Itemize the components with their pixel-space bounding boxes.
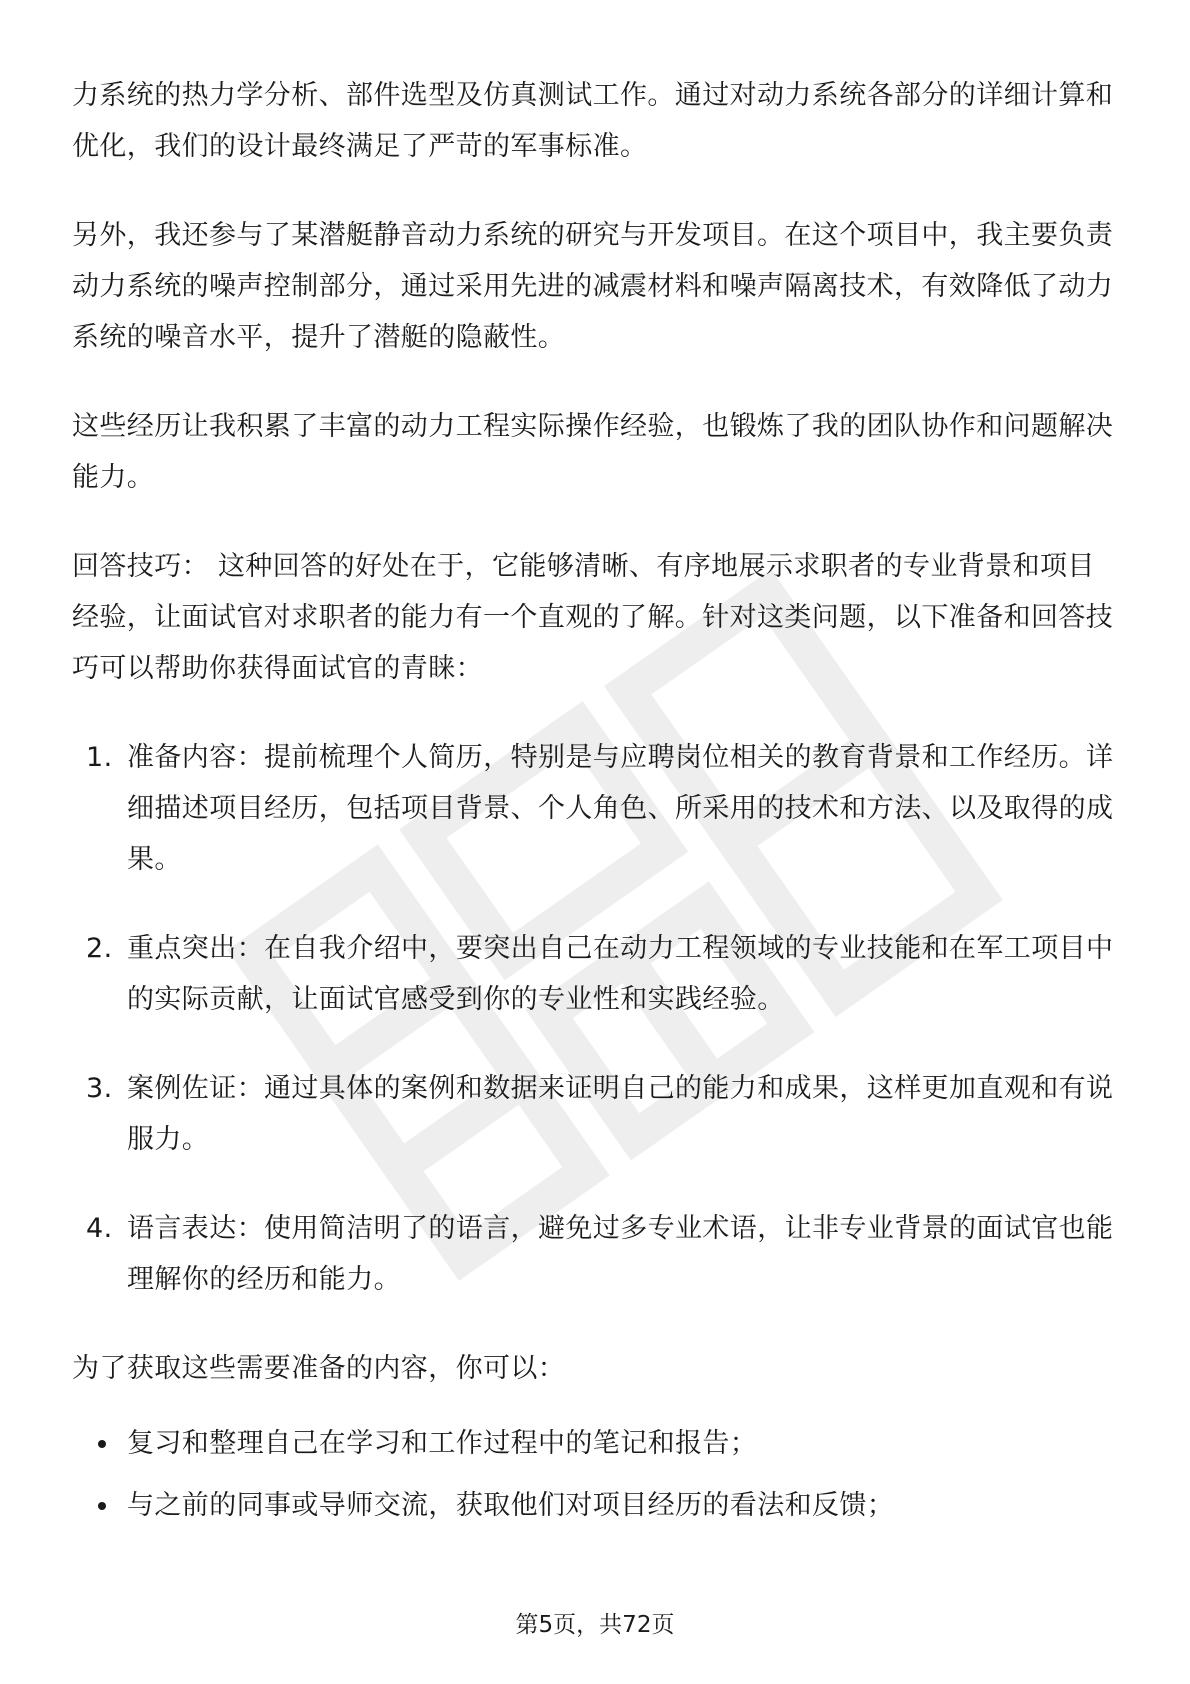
list-item: [72, 1480, 1117, 1531]
list-item: [72, 1063, 1117, 1165]
list-item-text: 案例佐证：通过具体的案例和数据来证明自己的能力和成果，这样更加直观和有说服力。: [127, 1073, 1114, 1155]
paragraph-intro: 为了获取这些需要准备的内容，你可以：: [72, 1353, 566, 1384]
list-item: [72, 732, 1117, 885]
list-item-text: 语言表达：使用简洁明了的语言，避免过多专业术语，让非专业背景的面试官也能理解你的经历和能力。: [127, 1213, 1114, 1295]
list-item-text: 与之前的同事或导师交流，获取他们对项目经历的看法和反馈；: [127, 1490, 895, 1521]
paragraph-experience-summary: 这些经历让我积累了丰富的动力工程实际操作经验，也锻炼了我的团队协作和问题解决能力。: [72, 411, 1114, 493]
list-item: [72, 923, 1117, 1025]
paragraph-answer-tips: 回答技巧： 这种回答的好处在于，它能够清晰、有序地展示求职者的专业背景和项目经验，让面试官对求职者的能力有一个直观的了解。针对这类问题，以下准备和回答技巧可以帮助你获得面试官的青睐：: [72, 551, 1114, 684]
bullet-icon: [98, 1502, 106, 1510]
list-item: [72, 1418, 1117, 1469]
document-body: [72, 70, 1117, 1542]
paragraph-continuation: 力系统的热力学分析、部件选型及仿真测试工作。通过对动力系统各部分的详细计算和优化，我们的设计最终满足了严苛的军事标准。: [72, 80, 1114, 162]
list-item-text: 准备内容：提前梳理个人简历，特别是与应聘岗位相关的教育背景和工作经历。详细描述项目经历，包括项目背景、个人角色、所采用的技术和方法、以及取得的成果。: [127, 742, 1114, 875]
list-number: 3.: [86, 1073, 113, 1104]
list-number: 1.: [86, 742, 113, 773]
list-item: [72, 1203, 1117, 1305]
list-item-text: 重点突出：在自我介绍中，要突出自己在动力工程领域的专业技能和在军工项目中的实际贡献，让面试官感受到你的专业性和实践经验。: [127, 933, 1114, 1015]
tips-list: [72, 732, 1117, 1305]
bullet-list: [72, 1418, 1117, 1531]
bullet-icon: [98, 1440, 106, 1448]
page-number: 第5页，共72页: [515, 1612, 675, 1638]
list-number: 2.: [86, 933, 113, 964]
list-number: 4.: [86, 1213, 113, 1244]
list-item-text: 复习和整理自己在学习和工作过程中的笔记和报告；: [127, 1428, 758, 1459]
paragraph-submarine-project: 另外，我还参与了某潜艇静音动力系统的研究与开发项目。在这个项目中，我主要负责动力系统的噪声控制部分，通过采用先进的减震材料和噪声隔离技术，有效降低了动力系统的噪音水平，提升了潜艇的隐蔽性。: [72, 220, 1114, 353]
